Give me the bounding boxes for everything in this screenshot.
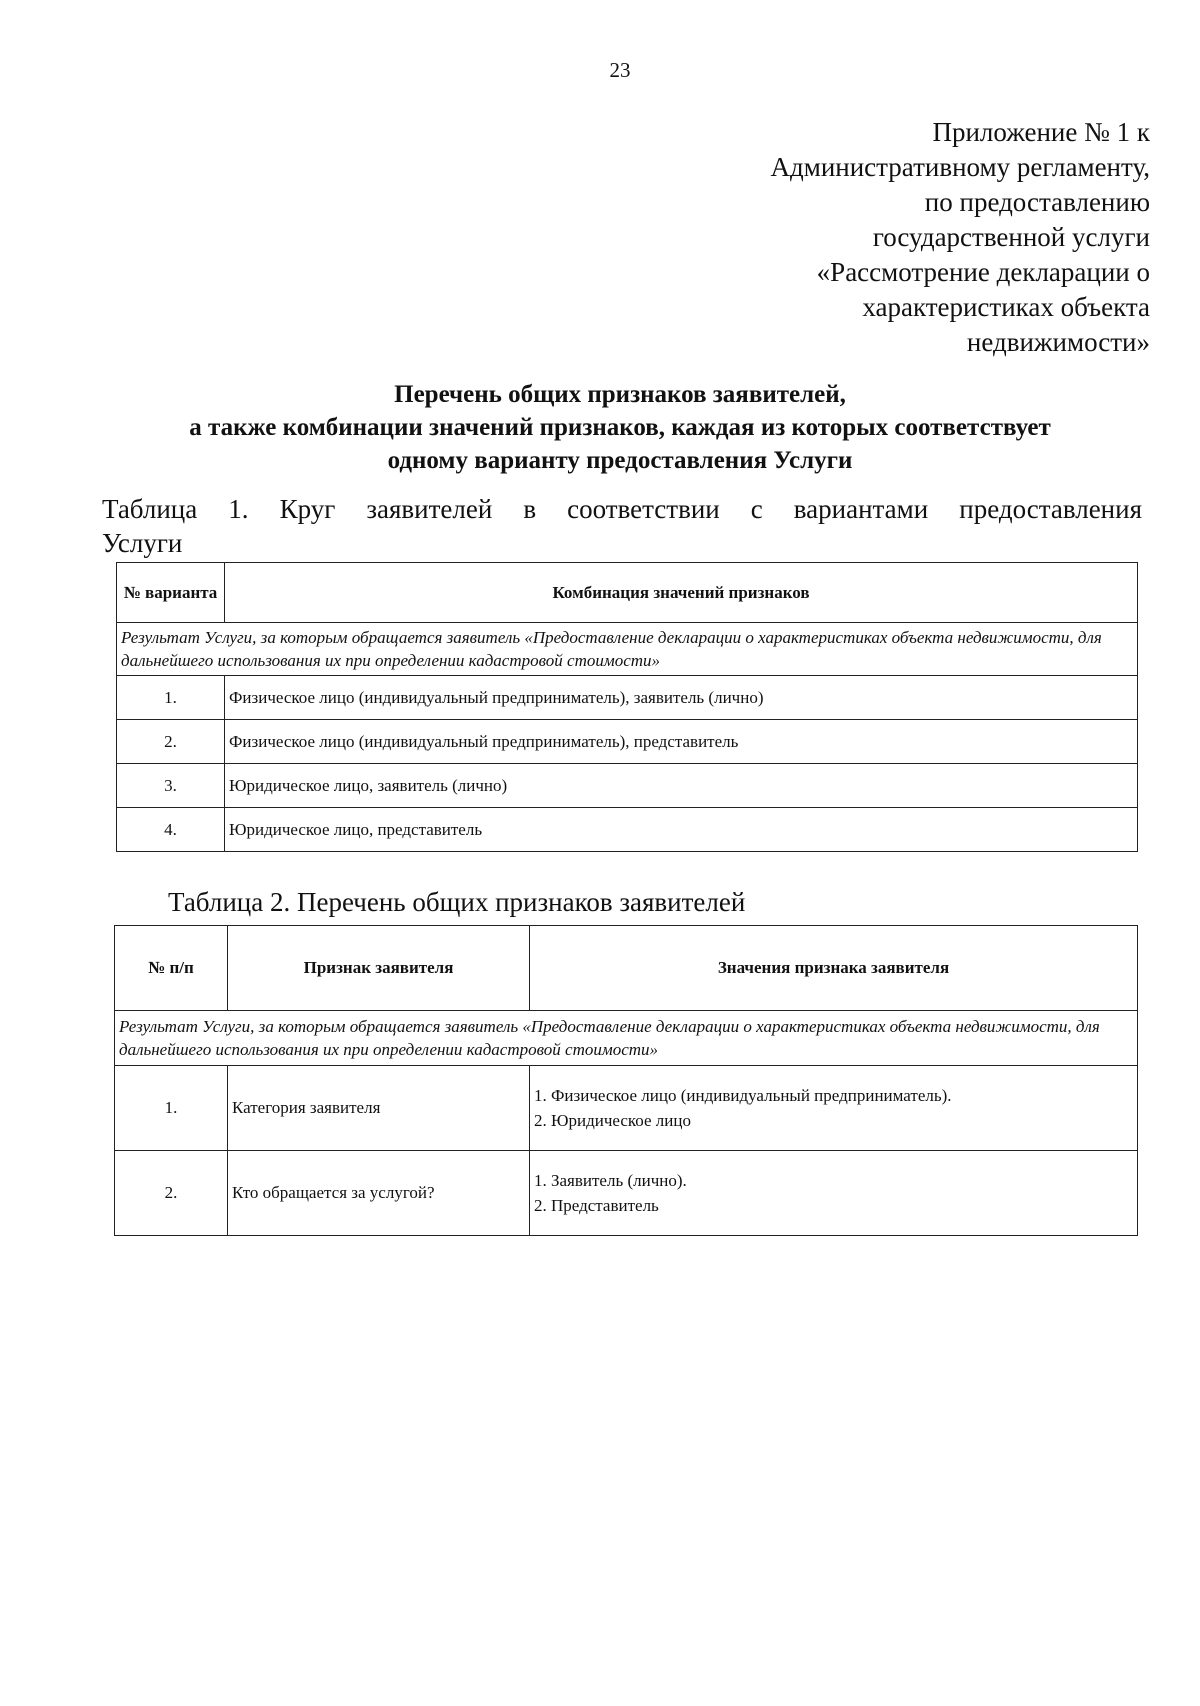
variant-number: 2. [117, 720, 225, 764]
title-line: Перечень общих признаков заявителей, [394, 381, 846, 408]
table-header-row [117, 563, 1138, 623]
appendix-line: Административному регламенту, [770, 152, 1150, 182]
variant-combination: Физическое лицо (индивидуальный предприниматель), заявитель (лично) [225, 676, 1138, 720]
column-header-variant-number: № варианта [117, 563, 225, 623]
table-header-row [115, 926, 1138, 1011]
variant-number: 1. [117, 676, 225, 720]
title-line: а также комбинации значений признаков, каждая из которых соответствует [189, 414, 1051, 441]
variant-combination: Физическое лицо (индивидуальный предприниматель), представитель [225, 720, 1138, 764]
table-row [115, 1151, 1138, 1236]
sign-values [530, 1151, 1138, 1236]
page-number: 23 [609, 58, 631, 82]
table2-caption: Таблица 2. Перечень общих признаков заявителей [168, 887, 746, 917]
service-result-text: Результат Услуги, за которым обращается заявитель «Предоставление декларации о характеристиках объекта недвижимости, для дальнейшего использования их при определении кадастровой стоимости» [115, 1011, 1138, 1066]
applicant-variants-table [116, 562, 1138, 852]
appendix-line: по предоставлению [924, 187, 1150, 217]
column-header-values: Значения признака заявителя [530, 926, 1138, 1011]
column-header-number: № п/п [115, 926, 228, 1011]
appendix-line: недвижимости» [966, 327, 1150, 357]
table-row [117, 676, 1138, 720]
variant-combination: Юридическое лицо, заявитель (лично) [225, 764, 1138, 808]
sign-number: 1. [115, 1066, 228, 1151]
table-result-row [117, 623, 1138, 676]
sign-value: 2. Представитель [534, 1196, 659, 1215]
appendix-line: государственной услуги [872, 222, 1150, 252]
applicant-signs-table [114, 925, 1138, 1236]
appendix-line: Приложение № 1 к [932, 117, 1150, 147]
appendix-line: «Рассмотрение декларации о [816, 257, 1150, 287]
column-header-combination: Комбинация значений признаков [225, 563, 1138, 623]
title-line: одному варианту предоставления Услуги [387, 447, 853, 474]
table-row [117, 808, 1138, 852]
table-row [115, 1066, 1138, 1151]
appendix-line: характеристиках объекта [862, 292, 1150, 322]
table1-caption-continuation: Услуги [102, 528, 183, 558]
variant-number: 3. [117, 764, 225, 808]
variant-combination: Юридическое лицо, представитель [225, 808, 1138, 852]
sign-values [530, 1066, 1138, 1151]
appendix-reference [771, 115, 1151, 360]
table1-caption: Таблица 1. Круг заявителей в соответствии с вариантами предоставления [102, 494, 1142, 524]
service-result-text: Результат Услуги, за которым обращается заявитель «Предоставление декларации о характеристиках объекта недвижимости, для дальнейшего использования их при определении кадастровой стоимости» [117, 623, 1138, 676]
sign-value: 1. Заявитель (лично). [534, 1171, 687, 1190]
variant-number: 4. [117, 808, 225, 852]
sign-value: 1. Физическое лицо (индивидуальный предприниматель). [534, 1086, 952, 1105]
table-result-row [115, 1011, 1138, 1066]
sign-value: 2. Юридическое лицо [534, 1111, 691, 1130]
column-header-sign: Признак заявителя [228, 926, 530, 1011]
sign-number: 2. [115, 1151, 228, 1236]
table-row [117, 764, 1138, 808]
table-row [117, 720, 1138, 764]
sign-name: Категория заявителя [228, 1066, 530, 1151]
sign-name: Кто обращается за услугой? [228, 1151, 530, 1236]
document-title [60, 378, 1180, 477]
